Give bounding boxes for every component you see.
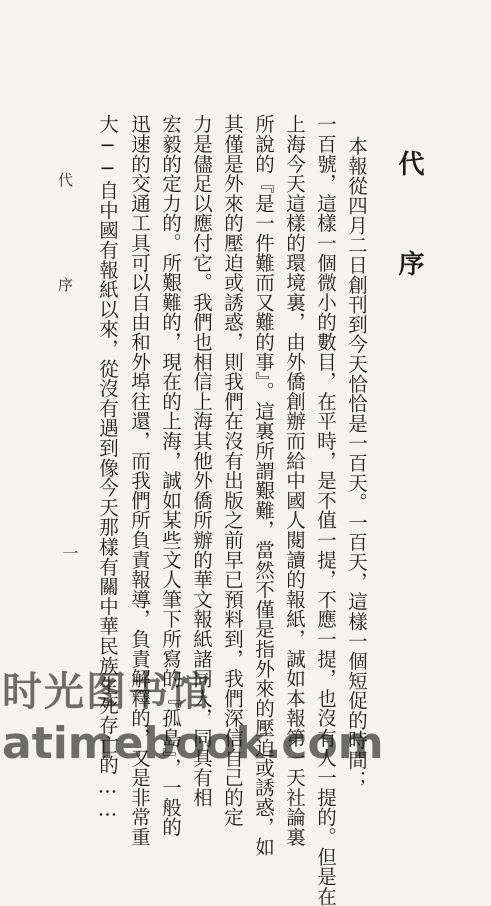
text-column-9: 大──自中國有報紙以來，從沒有遇到像今天那樣有關中華民族生死存亡的……: [96, 114, 119, 821]
text-column-5: 其僅是外來的壓迫或誘惑，則我們在沒有出版之前早已預料到，我們深信自己的定: [221, 114, 244, 827]
running-head: 代 序: [56, 172, 74, 328]
text-column-4: 所說的『是一件難而又難的事』。這裏所謂艱難，當然不僅是指外來的壓迫或誘惑，如: [252, 114, 275, 857]
page-number: 一: [60, 545, 79, 561]
text-column-3: 上海今天這樣的環境裏，由外僑創辦而給中國人閱讀的報紙，誠如本報第一天社論裏: [283, 114, 306, 847]
text-column-2: 一百號，這樣一個微小的數目，在平時，是不值一提，不應一提，也沒有人一提的。但是在: [314, 114, 337, 906]
text-column-6: 力是儘足以應付它。我們也相信上海其他外僑所辦的華文報紙諸同人，同具有相: [190, 114, 213, 807]
watermark-url: atimebook.com: [2, 718, 384, 769]
text-column-1: 本報從四月二日創刊到今天恰恰是一百天。一百天，這樣一個短促的時間；: [345, 136, 368, 790]
watermark-chinese: 时光图书馆: [2, 669, 212, 715]
text-column-7: 宏毅的定力的。所艱難的，現在的上海，誠如某些文人筆下所寫的『孤島』，一般的: [159, 114, 182, 837]
page-title: 代 序: [394, 150, 424, 298]
text-column-8: 迅速的交通工具可以自由和外埠往還，而我們所負責報導，負責解釋的，又是非常重: [128, 114, 151, 847]
